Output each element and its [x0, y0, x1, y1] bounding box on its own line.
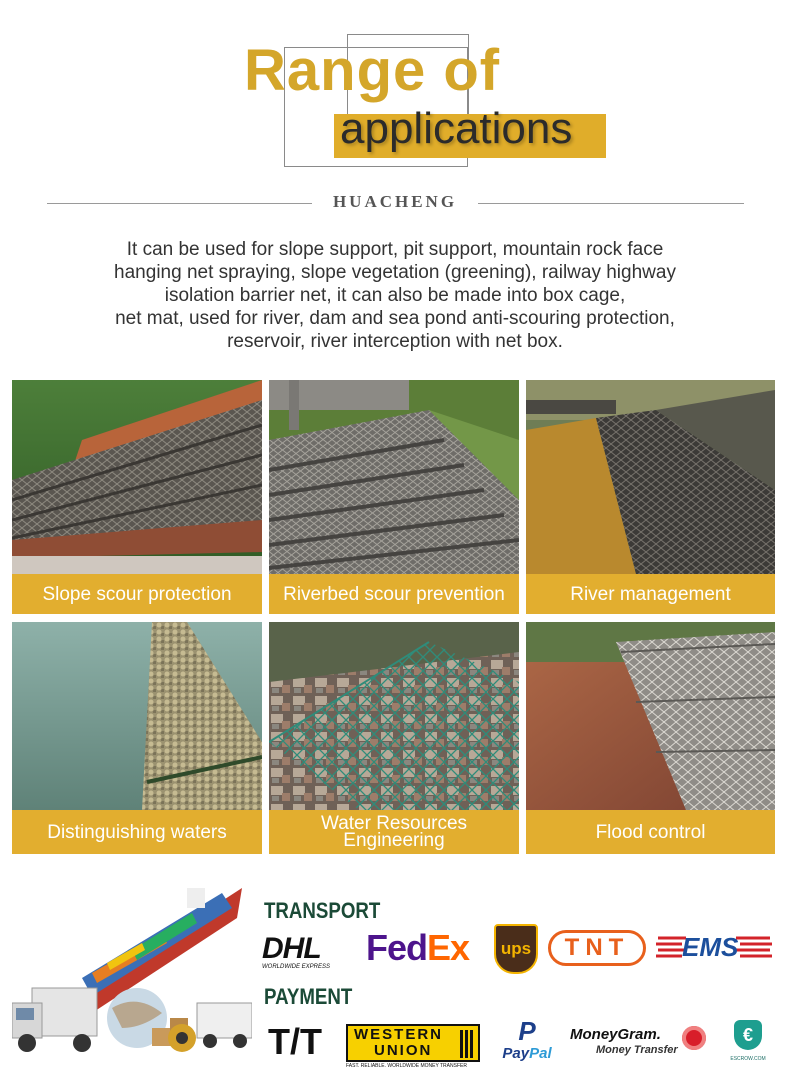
tt-logo: T/T [268, 1021, 322, 1062]
paypal-pal: Pal [529, 1045, 552, 1062]
fedex-ex: Ex [427, 927, 470, 968]
western-union-tagline: FAST. RELIABLE. WORLDWIDE MONEY TRANSFER [346, 1063, 467, 1069]
gallery-caption-line: Water Resources [320, 813, 468, 834]
description-line: hanging net spraying, slope vegetation (greening), railway highway [114, 262, 676, 283]
gallery-caption: Flood control [526, 810, 775, 854]
gallery-item-flood-control [526, 622, 775, 854]
page-title-line1: Range of [244, 38, 501, 103]
gallery-item-riverbed-scour [269, 380, 519, 614]
ems-wordmark: EMS [682, 932, 739, 962]
gallery-caption-line: Engineering [343, 830, 445, 851]
water-dike-photo [12, 622, 262, 810]
description-line: It can be used for slope support, pit support, mountain rock face [126, 239, 664, 260]
moneygram-line1: MoneyGram. [570, 1026, 661, 1043]
western-union-logo [346, 1024, 480, 1070]
paypal-logo [500, 1018, 554, 1070]
slope-gabion-photo [12, 380, 262, 574]
moneygram-line2: Money Transfer [596, 1044, 678, 1056]
escrow-shield-icon: € [734, 1020, 762, 1050]
flood-wall-photo [526, 622, 775, 810]
moneygram-logo [570, 1024, 708, 1064]
gallery-item-slope-scour [12, 380, 262, 614]
dhl-subtitle: WORLDWIDE EXPRESS [262, 964, 331, 970]
western-union-box [346, 1024, 480, 1062]
dhl-wordmark: DHL [262, 932, 321, 965]
description-line: reservoir, river interception with net box. [227, 331, 563, 352]
paypal-icon: P [518, 1016, 536, 1046]
ups-wordmark: ups [500, 939, 532, 958]
page-title-line2: applications [340, 104, 573, 153]
tnt-logo [548, 930, 646, 966]
riverbed-steps-photo [269, 380, 519, 574]
western-union-line2: UNION [374, 1042, 433, 1059]
gallery-item-river-management [526, 380, 775, 614]
gallery-caption: Slope scour protection [12, 574, 262, 614]
payment-label: PAYMENT [264, 984, 353, 1009]
escrow-wordmark: ESCROW.COM [730, 1056, 766, 1062]
ups-logo [494, 924, 538, 974]
western-union-line1: WESTERN [354, 1026, 443, 1043]
paypal-wordmark [500, 1044, 554, 1064]
brand-name: HUACHENG [332, 192, 458, 211]
paypal-pay: Pay [502, 1045, 530, 1062]
gallery-caption: River management [526, 574, 775, 614]
shipping-illustration [12, 878, 252, 1078]
description [40, 238, 750, 353]
gallery-caption: Distinguishing waters [12, 810, 262, 854]
transport-label: TRANSPORT [264, 898, 381, 923]
description-line: net mat, used for river, dam and sea pond anti-scouring protection, [115, 308, 675, 329]
moneygram-globe-icon [682, 1026, 706, 1050]
ems-logo [656, 930, 772, 964]
fedex-fed: Fed [366, 927, 428, 968]
brand-divider-left [47, 203, 312, 204]
western-union-bars [460, 1030, 474, 1058]
dhl-logo [262, 934, 354, 970]
fedex-logo [366, 928, 469, 968]
gallery-caption: Riverbed scour prevention [269, 574, 519, 614]
brand-divider-right [478, 203, 744, 204]
gallery-item-water-resources [269, 622, 519, 854]
rock-mesh-photo [269, 622, 519, 810]
description-line: isolation barrier net, it can also be made into box cage, [164, 285, 626, 306]
tnt-wordmark: TNT [564, 934, 630, 961]
gallery-caption-multiline [269, 810, 519, 854]
river-channel-photo [526, 380, 775, 574]
gallery-item-distinguishing-waters [12, 622, 262, 854]
escrow-logo [724, 1020, 772, 1068]
